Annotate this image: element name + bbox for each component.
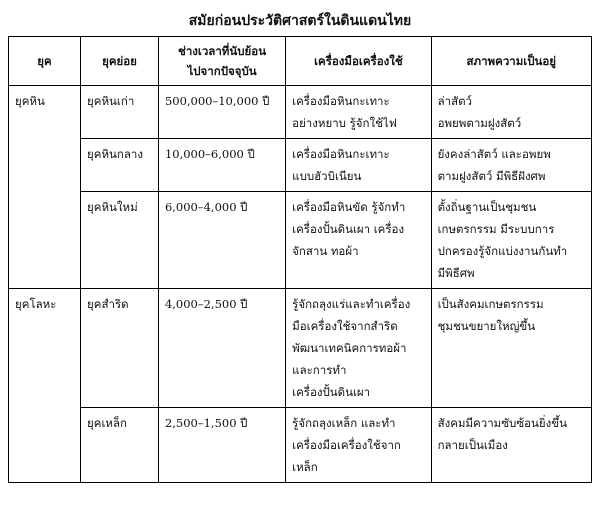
time-cell: 2,500–1,500 ปี — [158, 408, 285, 483]
time-cell: 4,000–2,500 ปี — [158, 289, 285, 408]
life-cell: ตั้งถิ่นฐานเป็นชุมชน เกษตรกรรม มีระบบการ ปกครองรู้จักแบ่งงานกันทำ มีพิธีศพ — [431, 192, 591, 289]
life-cell: ล่าสัตว์ อพยพตามฝูงสัตว์ — [431, 86, 591, 139]
sub-period-cell: ยุคสำริด — [81, 289, 159, 408]
table-row — [9, 86, 592, 139]
sub-period-cell: ยุคหินกลาง — [81, 139, 159, 192]
sub-period-cell: ยุคเหล็ก — [81, 408, 159, 483]
time-cell: 500,000–10,000 ปี — [158, 86, 285, 139]
header-era: ยุค — [9, 37, 81, 86]
tools-cell: รู้จักถลุงแร่และทำเครื่อง มือเครื่องใช้จากสำริด พัฒนาเทคนิคการทอผ้า และการทำ เครื่องปั้นดินเผา — [286, 289, 431, 408]
table-row — [9, 289, 592, 408]
table-row — [9, 139, 592, 192]
header-time-range: ช่างเวลาที่นับย้อน ไปจากปัจจุบัน — [158, 37, 285, 86]
prehistory-table — [8, 36, 592, 483]
time-cell: 10,000–6,000 ปี — [158, 139, 285, 192]
header-sub-period: ยุคย่อย — [81, 37, 159, 86]
life-cell: เป็นสังคมเกษตรกรรม ชุมชนขยายใหญ่ขึ้น — [431, 289, 591, 408]
table-header-row — [9, 37, 592, 86]
document-title: สมัยก่อนประวัติศาสตร์ในดินแดนไทย — [188, 13, 412, 29]
header-tools: เครื่องมือเครื่องใช้ — [286, 37, 431, 86]
header-way-of-life: สภาพความเป็นอยู่ — [431, 37, 591, 86]
tools-cell: เครื่องมือหินกะเทาะ อย่างหยาบ รู้จักใช้ไฟ — [286, 86, 431, 139]
tools-cell: เครื่องมือหินกะเทาะ แบบฮัวบิเนียน — [286, 139, 431, 192]
life-cell: สังคมมีความซับซ้อนยิ่งขึ้น กลายเป็นเมือง — [431, 408, 591, 483]
tools-cell: รู้จักถลุงเหล็ก และทำ เครื่องมือเครื่องใช้จาก เหล็ก — [286, 408, 431, 483]
table-row — [9, 192, 592, 289]
time-cell: 6,000–4,000 ปี — [158, 192, 285, 289]
sub-period-cell: ยุคหินใหม่ — [81, 192, 159, 289]
tools-cell: เครื่องมือหินขัด รู้จักทำ เครื่องปั้นดินเผา เครื่อง จักสาน ทอผ้า — [286, 192, 431, 289]
sub-period-cell: ยุคหินเก่า — [81, 86, 159, 139]
era-cell: ยุคโลหะ — [9, 289, 81, 483]
life-cell: ยังคงล่าสัตว์ และอพยพ ตามฝูงสัตว์ มีพิธีฝังศพ — [431, 139, 591, 192]
era-cell: ยุคหิน — [9, 86, 81, 289]
table-row — [9, 408, 592, 483]
